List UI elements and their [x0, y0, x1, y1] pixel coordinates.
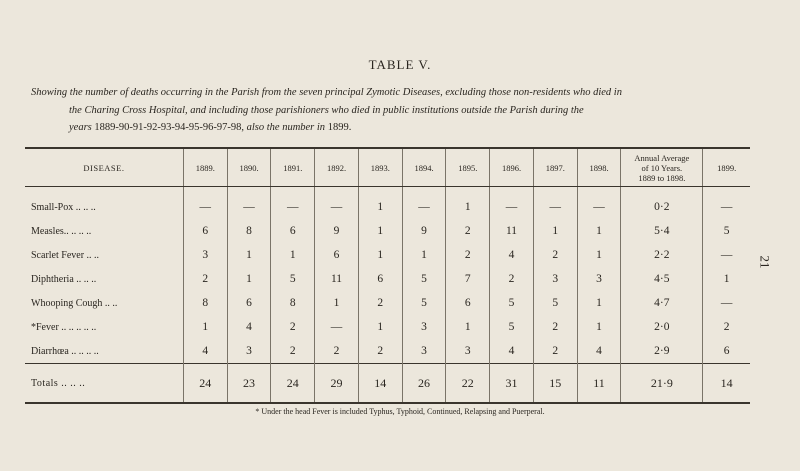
table-cell: 8	[271, 291, 315, 315]
totals-cell: 23	[227, 364, 271, 404]
table-cell: 2	[446, 243, 490, 267]
table-cell: 5	[402, 267, 446, 291]
table-cell: 6	[703, 339, 750, 364]
table-row	[25, 291, 750, 315]
table-cell: 2	[358, 339, 402, 364]
footnote: * Under the head Fever is included Typhus, Typhoid, Continued, Relapsing and Puerperal.	[255, 407, 545, 416]
table-cell: 9	[315, 219, 359, 243]
table-cell: —	[315, 187, 359, 220]
table-cell: 5	[490, 315, 534, 339]
description-also: also the number in	[246, 122, 326, 133]
deaths-table	[25, 147, 750, 404]
table-cell: 0·2	[621, 187, 703, 220]
table-cell: 11	[490, 219, 534, 243]
table-cell: —	[533, 187, 577, 220]
header-year: 1889.	[183, 148, 227, 187]
table-cell: 1	[227, 243, 271, 267]
description-years-word: years	[69, 122, 92, 133]
page-title: TABLE V.	[368, 57, 432, 72]
table-cell: 3	[402, 339, 446, 364]
table-cell: 1	[358, 315, 402, 339]
table-cell: 2·2	[621, 243, 703, 267]
table-cell: 5	[703, 219, 750, 243]
table-cell: 5·4	[621, 219, 703, 243]
table-cell: 1	[227, 267, 271, 291]
table-cell: 1	[183, 315, 227, 339]
header-year: 1898.	[577, 148, 621, 187]
table-cell: 8	[227, 219, 271, 243]
table-cell: 2·9	[621, 339, 703, 364]
header-year-1899: 1899.	[703, 148, 750, 187]
table-cell: 1	[402, 243, 446, 267]
disease-name: Scarlet Fever .. ..	[31, 249, 100, 261]
table-cell: 1	[358, 243, 402, 267]
table-cell: —	[402, 187, 446, 220]
table-cell: —	[703, 291, 750, 315]
table-cell: 4·7	[621, 291, 703, 315]
totals-cell: 14	[358, 364, 402, 404]
table-cell: 6	[315, 243, 359, 267]
table-cell: 6	[183, 219, 227, 243]
table-cell: 8	[183, 291, 227, 315]
table-cell: 4	[227, 315, 271, 339]
table-cell: 2	[183, 267, 227, 291]
header-disease: DISEASE.	[25, 148, 183, 187]
table-cell: 1	[577, 315, 621, 339]
table-cell: 4·5	[621, 267, 703, 291]
header-year: 1890.	[227, 148, 271, 187]
table-cell: 5	[533, 291, 577, 315]
table-cell: —	[490, 187, 534, 220]
totals-cell: 22	[446, 364, 490, 404]
table-cell: 6	[227, 291, 271, 315]
table-cell: 1	[446, 315, 490, 339]
table-cell: 2	[358, 291, 402, 315]
table-cell: 1	[271, 243, 315, 267]
table-cell: 11	[315, 267, 359, 291]
table-cell: 2	[533, 243, 577, 267]
table-cell: 7	[446, 267, 490, 291]
table-cell: 3	[402, 315, 446, 339]
table-cell: 4	[183, 339, 227, 364]
totals-cell: 21·9	[621, 364, 703, 404]
header-annual-average	[621, 148, 703, 187]
avg-header-line: 1889 to 1898.	[638, 172, 686, 183]
table-cell: 6	[271, 219, 315, 243]
table-cell: 2	[315, 339, 359, 364]
table-cell: 2·0	[621, 315, 703, 339]
table-cell: —	[271, 187, 315, 220]
header-year: 1892.	[315, 148, 359, 187]
table-cell: —	[227, 187, 271, 220]
table-cell: 5	[490, 291, 534, 315]
table-cell: 2	[446, 219, 490, 243]
totals-cell: 24	[271, 364, 315, 404]
table-cell: 2	[490, 267, 534, 291]
table-cell: 1	[577, 243, 621, 267]
description-line-1: Showing the number of deaths occurring in the Parish from the seven principal Zymotic Diseases, excluding those non-residents who died in	[31, 87, 622, 98]
table-cell: 4	[577, 339, 621, 364]
header-year: 1896.	[490, 148, 534, 187]
disease-name: Diphtheria .. .. ..	[31, 273, 97, 285]
table-cell: 1	[446, 187, 490, 220]
table-body	[25, 187, 750, 364]
table-cell: 5	[402, 291, 446, 315]
avg-header-line: of 10 Years.	[641, 162, 683, 173]
totals-cell: 31	[490, 364, 534, 404]
header-year: 1891.	[271, 148, 315, 187]
disease-name: Whooping Cough .. ..	[31, 297, 118, 309]
table-cell: 3	[183, 243, 227, 267]
header-year: 1894.	[402, 148, 446, 187]
table-row	[25, 219, 750, 243]
page-number: 21	[757, 255, 773, 269]
table-cell: 1	[533, 219, 577, 243]
table-row	[25, 187, 750, 220]
table-cell: 3	[577, 267, 621, 291]
table-cell: 3	[227, 339, 271, 364]
disease-name: Diarrhœa .. .. .. ..	[31, 345, 99, 357]
description-years: 1889-90-91-92-93-94-95-96-97-98,	[94, 122, 244, 133]
table-cell: 5	[271, 267, 315, 291]
table-row	[25, 267, 750, 291]
table-cell: 9	[402, 219, 446, 243]
table-cell: 6	[446, 291, 490, 315]
header-year: 1897.	[533, 148, 577, 187]
table-cell: 1	[703, 267, 750, 291]
table-cell: 1	[358, 187, 402, 220]
totals-cell: 15	[533, 364, 577, 404]
totals-cell: 24	[183, 364, 227, 404]
table-cell: 2	[271, 339, 315, 364]
description-final-year: 1899.	[327, 122, 352, 133]
totals-cell: 14	[703, 364, 750, 404]
table-cell: —	[183, 187, 227, 220]
table-cell: 3	[446, 339, 490, 364]
header-year: 1895.	[446, 148, 490, 187]
table-cell: 2	[533, 315, 577, 339]
table-cell: 1	[315, 291, 359, 315]
table-cell: 6	[358, 267, 402, 291]
table-cell: 2	[703, 315, 750, 339]
avg-header-line: Annual Average	[634, 152, 690, 163]
table-row	[25, 339, 750, 364]
table-cell: 3	[533, 267, 577, 291]
table-cell: 4	[490, 339, 534, 364]
totals-cell: 11	[577, 364, 621, 404]
header-year: 1893.	[358, 148, 402, 187]
disease-name: Measles.. .. .. ..	[31, 225, 92, 237]
totals-row	[25, 364, 750, 404]
disease-name: *Fever .. .. .. .. ..	[31, 321, 97, 333]
table-cell: 1	[577, 291, 621, 315]
table-cell: —	[703, 187, 750, 220]
table-cell: 2	[271, 315, 315, 339]
totals-label: Totals .. .. ..	[25, 364, 183, 404]
description-line-2: the Charing Cross Hospital, and including those parishioners who died in public institutions outside the Parish during the	[69, 104, 584, 116]
disease-name: Small-Pox .. .. ..	[31, 201, 96, 213]
table-row	[25, 243, 750, 267]
table-cell: 1	[358, 219, 402, 243]
totals-cell: 26	[402, 364, 446, 404]
table-cell: 1	[577, 219, 621, 243]
table-row	[25, 315, 750, 339]
table-description	[31, 84, 749, 137]
header-row	[25, 148, 750, 187]
description-line-3	[31, 119, 749, 137]
table-cell: —	[315, 315, 359, 339]
table-cell: —	[577, 187, 621, 220]
table-cell: 2	[533, 339, 577, 364]
table-cell: —	[703, 243, 750, 267]
totals-cell: 29	[315, 364, 359, 404]
table-cell: 4	[490, 243, 534, 267]
